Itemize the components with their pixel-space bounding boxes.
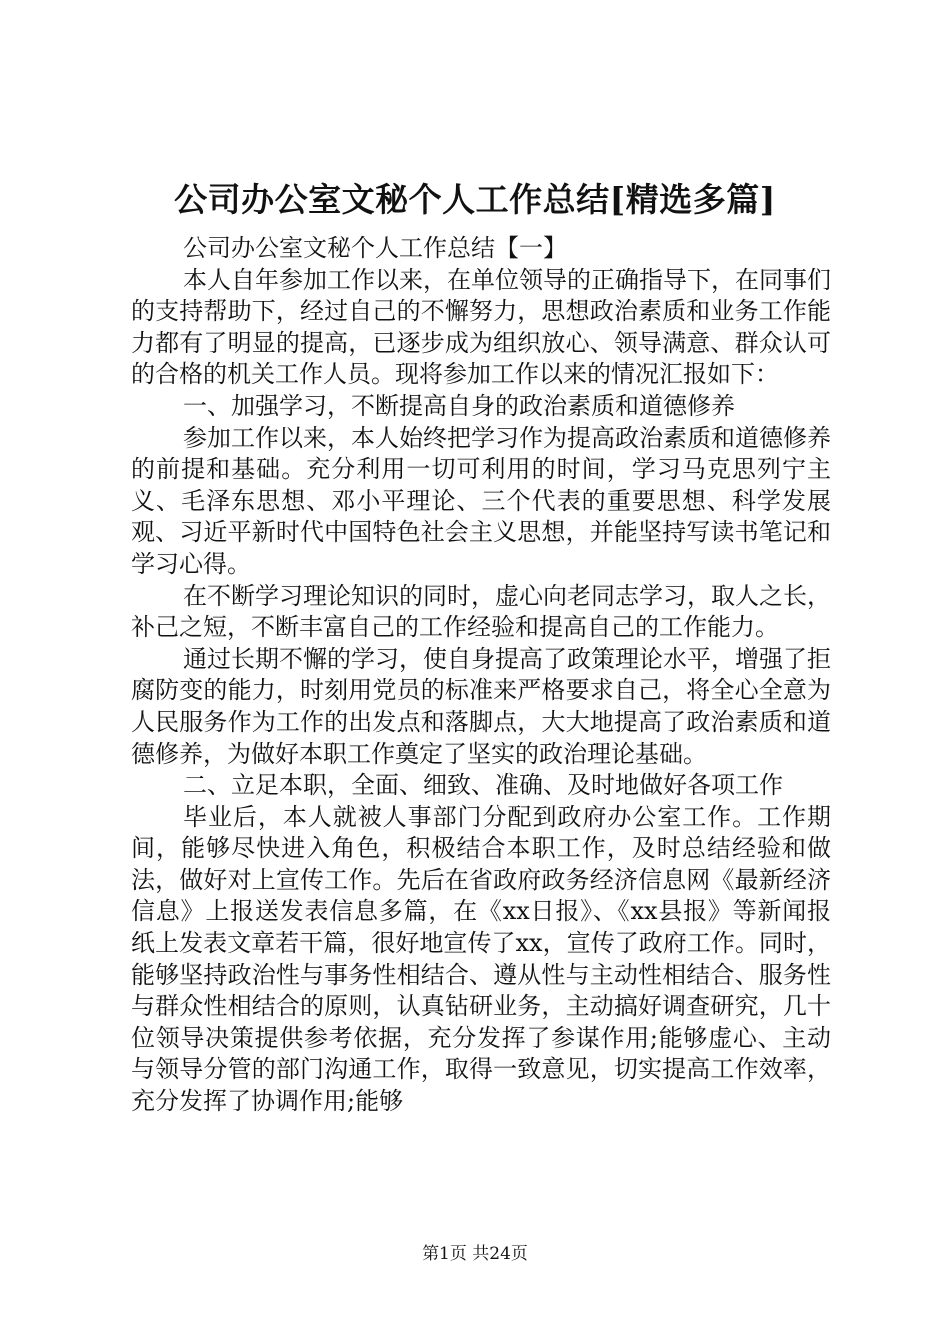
document-title: 公司办公室文秘个人工作总结[精选多篇] <box>174 180 776 219</box>
paragraph: 参加工作以来，本人始终把学习作为提高政治素质和道德修养的前提和基础。充分利用一切可利用的时间，学习马克思列宁主义、毛泽东思想、邓小平理论、三个代表的重要思想、科学发展观、习近平新时代中国特色社会主义思想，并能坚持写读书笔记和学习心得。 <box>131 423 831 578</box>
page-number: 第1页 共24页 <box>422 1244 528 1264</box>
document-body <box>131 233 831 1118</box>
paragraph: 毕业后，本人就被人事部门分配到政府办公室工作。工作期间，能够尽快进入角色，积极结合本职工作，及时总结经验和做法，做好对上宣传工作。先后在省政府政务经济信息网《最新经济信息》上报送发表信息多篇，在《xx日报》、《xx县报》等新闻报纸上发表文章若干篇，很好地宣传了xx，宣传了政府工作。同时，能够坚持政治性与事务性相结合、遵从性与主动性相结合、服务性与群众性相结合的原则，认真钻研业务，主动搞好调查研究，几十位领导决策提供参考依据，充分发挥了参谋作用;能够虚心、主动与领导分管的部门沟通工作，取得一致意见，切实提高工作效率，充分发挥了协调作用;能够 <box>131 802 831 1116</box>
section-heading: 公司办公室文秘个人工作总结【一】 <box>183 234 567 262</box>
paragraph: 通过长期不懈的学习，使自身提高了政策理论水平，增强了拒腐防变的能力，时刻用党员的标准来严格要求自己，将全心全意为人民服务作为工作的出发点和落脚点，大大地提高了政治素质和道德修养，为做好本职工作奠定了坚实的政治理论基础。 <box>131 644 831 768</box>
section-heading: 二、立足本职，全面、细致、准确、及时地做好各项工作 <box>183 771 783 800</box>
section-heading: 一、加强学习，不断提高自身的政治素质和道德修养 <box>183 391 735 420</box>
paragraph: 在不断学习理论知识的同时，虚心向老同志学习，取人之长，补己之短，不断丰富自己的工作经验和提高自己的工作能力。 <box>131 581 831 642</box>
paragraph: 本人自年参加工作以来，在单位领导的正确指导下，在同事们的支持帮助下，经过自己的不懈努力，思想政治素质和业务工作能力都有了明显的提高，已逐步成为组织放心、领导满意、群众认可的合格的机关工作人员。现将参加工作以来的情况汇报如下： <box>131 265 831 389</box>
